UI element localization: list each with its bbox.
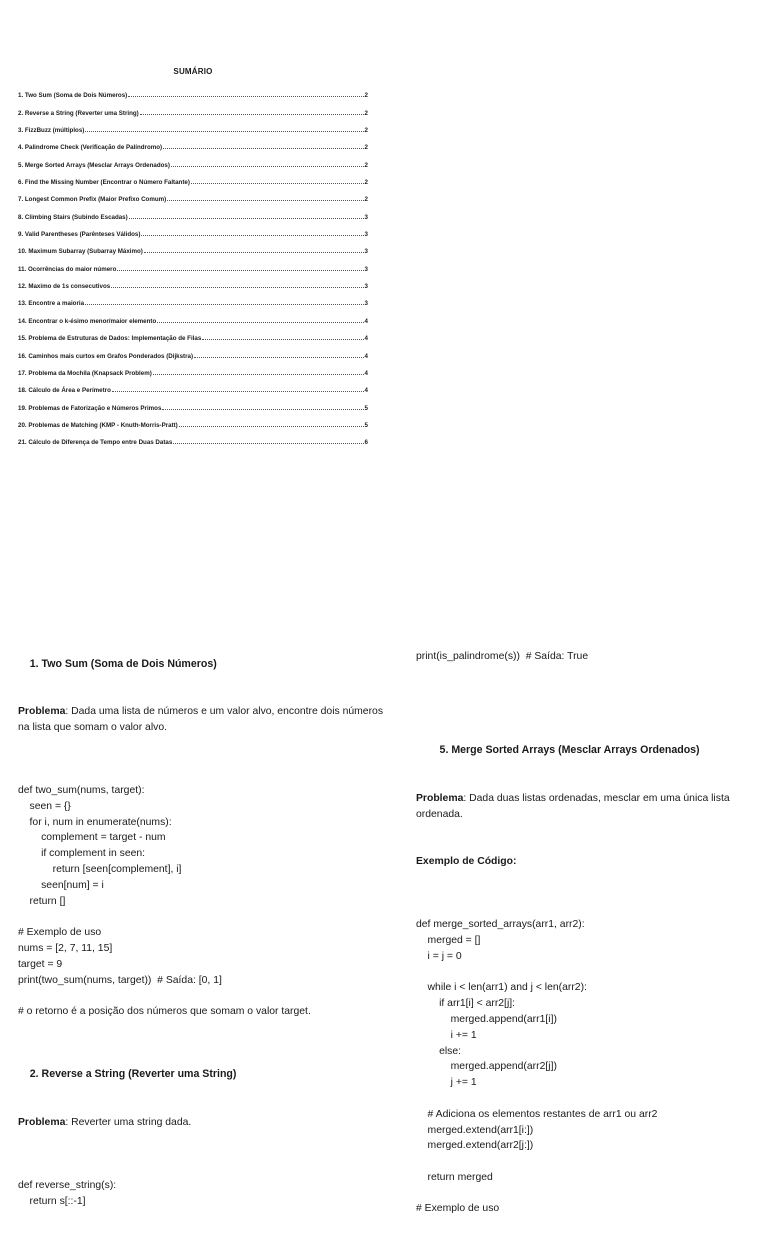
section-heading-merge-sorted-arrays: 5. Merge Sorted Arrays (Mesclar Arrays Ordenados)	[416, 744, 700, 757]
toc-dot-leader	[117, 270, 363, 271]
problem-text: : Dada uma lista de números e um valor alvo, encontre dois números na lista que somam o valor alvo.	[18, 705, 384, 733]
toc-entry-page-number: 5	[364, 421, 368, 429]
code-line	[416, 1154, 761, 1170]
code-line: def merge_sorted_arrays(arr1, arr2):	[416, 919, 585, 931]
toc-entry-label: 11. Ocorrências do maior número	[18, 265, 117, 273]
code-line: if complement in seen:	[18, 848, 146, 860]
code-line: target = 9	[18, 958, 63, 970]
code-line	[416, 901, 761, 917]
toc-entry-label: 16. Caminhos mais curtos em Grafos Ponderados (Dijkstra)	[18, 352, 194, 360]
toc-entry-label: 15. Problema de Estruturas de Dados: Implementação de Filas	[18, 335, 202, 343]
toc-dot-leader	[129, 218, 364, 219]
code-line: for i, num in enumerate(nums):	[18, 816, 172, 828]
toc-entry-label: 19. Problemas de Fatorização e Números Primos	[18, 404, 162, 412]
toc-entry-page-number: 3	[364, 248, 368, 256]
toc-entry-label: 5. Merge Sorted Arrays (Mesclar Arrays Ordenados)	[18, 161, 170, 169]
toc-dot-leader	[194, 357, 364, 358]
code-line: merged.extend(arr2[j:])	[416, 1140, 534, 1152]
document-right-column	[416, 617, 761, 1233]
toc-dot-leader	[202, 339, 363, 340]
toc-list	[18, 82, 368, 446]
code-block-reverse-string	[18, 1162, 383, 1209]
problem-label: Problema	[416, 792, 464, 804]
code-line: return s[::-1]	[18, 1195, 86, 1207]
code-line	[18, 767, 383, 783]
toc-entry[interactable]	[18, 117, 368, 134]
problem-text: : Dada duas listas ordenadas, mesclar em uma única lista ordenada.	[416, 792, 730, 820]
code-line: i = j = 0	[416, 950, 462, 962]
toc-entry-page-number: 3	[364, 231, 368, 239]
section-heading-reverse-string: 2. Reverse a String (Reverter uma String)	[18, 1068, 237, 1081]
toc-entry[interactable]	[18, 99, 368, 116]
toc-entry-label: 18. Cálculo de Área e Perímetro	[18, 387, 111, 395]
toc-entry-page-number: 2	[364, 92, 368, 100]
code-line: else:	[416, 1045, 462, 1057]
section-heading-two-sum: 1. Two Sum (Soma de Dois Números)	[18, 657, 217, 670]
toc-entry-label: 1. Two Sum (Soma de Dois Números)	[18, 92, 128, 100]
code-line	[416, 965, 761, 981]
code-line	[18, 1162, 383, 1178]
toc-entry-page-number: 4	[364, 369, 368, 377]
code-line: complement = target - num	[18, 832, 166, 844]
toc-entry-label: 13. Encontre a maioria	[18, 300, 85, 308]
toc-dot-leader	[85, 304, 364, 305]
toc-dot-leader	[191, 183, 364, 184]
code-line: return []	[18, 895, 66, 907]
toc-dot-leader	[179, 426, 364, 427]
toc-entry-page-number: 3	[364, 300, 368, 308]
code-line	[416, 1091, 761, 1107]
code-line: return merged	[416, 1171, 493, 1183]
toc-entry-page-number: 3	[364, 283, 368, 291]
toc-dot-leader	[144, 252, 364, 253]
toc-entry-page-number: 4	[364, 317, 368, 325]
code-line: return [seen[complement], i]	[18, 863, 182, 875]
problem-statement-reverse-string	[18, 1115, 383, 1131]
toc-entry[interactable]	[18, 290, 368, 307]
toc-entry[interactable]	[18, 221, 368, 238]
code-line: # Adiciona os elementos restantes de arr1 ou arr2	[416, 1108, 658, 1120]
toc-dot-leader	[128, 96, 363, 97]
toc-title: SUMÁRIO	[173, 67, 213, 76]
toc-entry[interactable]	[18, 134, 368, 151]
toc-entry-page-number: 2	[364, 179, 368, 187]
toc-dot-leader	[85, 131, 363, 132]
toc-entry-label: 9. Valid Parentheses (Parênteses Válidos)	[18, 231, 141, 239]
toc-entry[interactable]	[18, 377, 368, 394]
toc-entry[interactable]	[18, 273, 368, 290]
code-line	[416, 1186, 761, 1202]
toc-dot-leader	[141, 235, 363, 236]
toc-entry-page-number: 3	[364, 265, 368, 273]
code-line: print(two_sum(nums, target)) # Saída: [0, 1]	[18, 974, 222, 986]
toc-dot-leader	[153, 374, 364, 375]
code-line: j += 1	[416, 1077, 477, 1089]
toc-entry-page-number: 2	[364, 109, 368, 117]
toc-dot-leader	[173, 443, 363, 444]
toc-entry-label: 12. Maximo de 1s consecutivos	[18, 283, 111, 291]
code-line: # Exemplo de uso	[18, 927, 102, 939]
toc-entry-page-number: 5	[364, 404, 368, 412]
toc-entry[interactable]	[18, 203, 368, 220]
toc-entry-page-number: 4	[364, 387, 368, 395]
code-line	[18, 1020, 383, 1036]
toc-entry[interactable]	[18, 342, 368, 359]
toc-entry[interactable]	[18, 238, 368, 255]
toc-entry-page-number: 3	[364, 213, 368, 221]
code-line: seen = {}	[18, 800, 71, 812]
toc-entry[interactable]	[18, 169, 368, 186]
toc-dot-leader	[112, 391, 364, 392]
toc-dot-leader	[162, 409, 363, 410]
code-line	[18, 909, 383, 925]
toc-entry-page-number: 4	[364, 352, 368, 360]
toc-entry-label: 4. Palindrome Check (Verificação de Palíndromo)	[18, 144, 163, 152]
toc-dot-leader	[163, 148, 363, 149]
problem-label: Problema	[18, 1116, 66, 1128]
toc-entry[interactable]	[18, 412, 368, 429]
code-line: merged = []	[416, 934, 481, 946]
toc-entry-page-number: 2	[364, 196, 368, 204]
toc-dot-leader	[157, 322, 363, 323]
code-line: seen[num] = i	[18, 879, 104, 891]
toc-entry-label: 14. Encontrar o k-ésimo menor/maior elemento	[18, 317, 157, 325]
toc-entry-label: 3. FizzBuzz (múltiplos)	[18, 127, 85, 135]
toc-dot-leader	[140, 114, 364, 115]
toc-entry-label: 7. Longest Common Prefix (Maior Prefixo Comum)	[18, 196, 167, 204]
toc-entry-page-number: 2	[364, 161, 368, 169]
code-line: nums = [2, 7, 11, 15]	[18, 942, 113, 954]
toc-dot-leader	[171, 166, 364, 167]
code-line: # o retorno é a posição dos números que somam o valor target.	[18, 1006, 311, 1018]
code-line: # Exemplo de uso	[416, 1203, 500, 1215]
toc-entry-label: 20. Problemas de Matching (KMP - Knuth-Morris-Pratt)	[18, 421, 178, 429]
table-of-contents	[18, 67, 368, 446]
toc-entry-page-number: 2	[364, 144, 368, 152]
problem-statement-two-sum	[18, 704, 383, 736]
code-line: merged.append(arr2[j])	[416, 1061, 557, 1073]
problem-label: Problema	[18, 705, 66, 717]
toc-entry[interactable]	[18, 360, 368, 377]
toc-entry-label: 17. Problema da Mochila (Knapsack Problem)	[18, 369, 152, 377]
code-line: merged.append(arr1[i])	[416, 1013, 557, 1025]
toc-entry[interactable]	[18, 394, 368, 411]
code-line	[18, 988, 383, 1004]
toc-entry-label: 8. Climbing Stairs (Subindo Escadas)	[18, 213, 128, 221]
toc-entry[interactable]	[18, 186, 368, 203]
toc-entry[interactable]	[18, 429, 368, 446]
toc-entry-page-number: 2	[364, 127, 368, 135]
code-block-two-sum	[18, 767, 383, 1036]
toc-dot-leader	[111, 287, 363, 288]
code-line: while i < len(arr1) and j < len(arr2):	[416, 982, 587, 994]
toc-entry[interactable]	[18, 325, 368, 342]
spacer	[416, 696, 761, 712]
code-line: i += 1	[416, 1029, 477, 1041]
code-line: def two_sum(nums, target):	[18, 784, 145, 796]
problem-statement-merge-sorted-arrays	[416, 791, 761, 823]
toc-entry-label: 10. Maximum Subarray (Subarray Máximo)	[18, 248, 143, 256]
code-line-palindrome-print: print(is_palindrome(s)) # Saída: True	[416, 650, 589, 662]
toc-entry-label: 21. Cálculo de Diferença de Tempo entre Duas Datas	[18, 439, 173, 447]
toc-entry[interactable]	[18, 307, 368, 324]
toc-dot-leader	[167, 200, 363, 201]
toc-entry-page-number: 4	[364, 335, 368, 343]
toc-entry[interactable]	[18, 255, 368, 272]
code-line: def reverse_string(s):	[18, 1179, 117, 1191]
toc-entry-label: 2. Reverse a String (Reverter uma String)	[18, 109, 139, 117]
toc-entry-page-number: 6	[364, 439, 368, 447]
toc-entry[interactable]	[18, 82, 368, 99]
code-block-merge-sorted-arrays	[416, 901, 761, 1217]
toc-entry-label: 6. Find the Missing Number (Encontrar o Número Faltante)	[18, 179, 190, 187]
code-line: merged.extend(arr1[i:])	[416, 1124, 534, 1136]
problem-text: : Reverter uma string dada.	[65, 1116, 192, 1128]
code-example-label: Exemplo de Código:	[416, 855, 517, 867]
code-line: if arr1[i] < arr2[j]:	[416, 998, 516, 1010]
toc-entry[interactable]	[18, 151, 368, 168]
document-left-column	[18, 625, 383, 1225]
